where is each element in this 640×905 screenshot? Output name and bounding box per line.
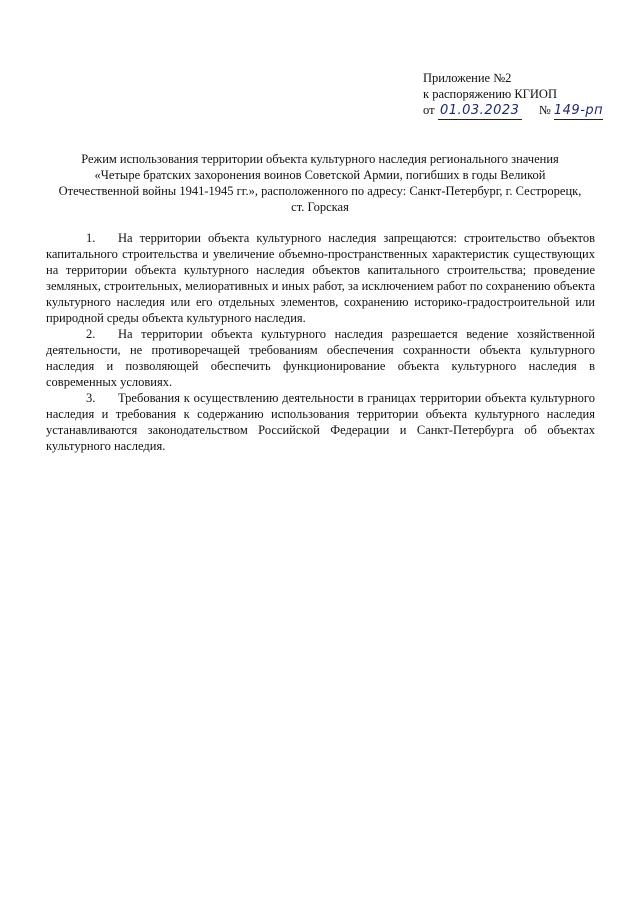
title-line: ст. Горская [291,200,349,214]
title-line: Отечественной войны 1941-1945 гг.», расположенного по адресу: Санкт-Петербург, г. Сестрорецк, [58,184,582,198]
title-line: «Четыре братских захоронения воинов Советской Армии, погибших в годы Великой [94,168,546,182]
document-body [46,230,595,454]
list-item [46,326,595,390]
annex-reference: к распоряжению КГИОП [423,87,557,101]
list-item [46,230,595,326]
number-prefix: № [538,103,551,117]
item-number: 1. [86,231,96,245]
annex-title: Приложение №2 [423,71,512,85]
date-prefix: от [423,103,435,117]
item-text: Требования к осуществлению деятельности в границах территории объекта культурного наследия и требования к содержанию использования территории объекта культурного наследия устанавливаются законодательством Российской Федерации и Санкт-Петербурга об объектах культурного наследия. [46,391,595,453]
list-item [46,390,595,454]
item-text: На территории объекта культурного наследия разрешается ведение хозяйственной деятельности, не противоречащей требованиям обеспечения сохранности объекта культурного наследия и позволяющей обеспечить функционирование объекта культурного наследия в современных условиях. [46,327,595,389]
annex-header [423,70,603,120]
handwritten-number: 149-рп [553,103,604,118]
document-title [44,151,596,215]
item-number: 2. [86,327,96,341]
handwritten-date: 01.03.2023 [438,103,522,120]
item-text: На территории объекта культурного наследия запрещаются: строительство объектов капитального строительства и увеличение объемно-пространственных характеристик существующих на территории объекта культурного наследия объектов капитального строительства; проведение земляных, строительных, мелиоративных и иных работ, за исключением работ по сохранению объекта культурного наследия или его отдельных элементов, сохранению историко-градостроительной или природной среды объекта культурного наследия. [46,231,595,325]
title-line: Режим использования территории объекта культурного наследия регионального значения [81,152,559,166]
annex-date-line [423,102,603,120]
item-number: 3. [86,391,96,405]
